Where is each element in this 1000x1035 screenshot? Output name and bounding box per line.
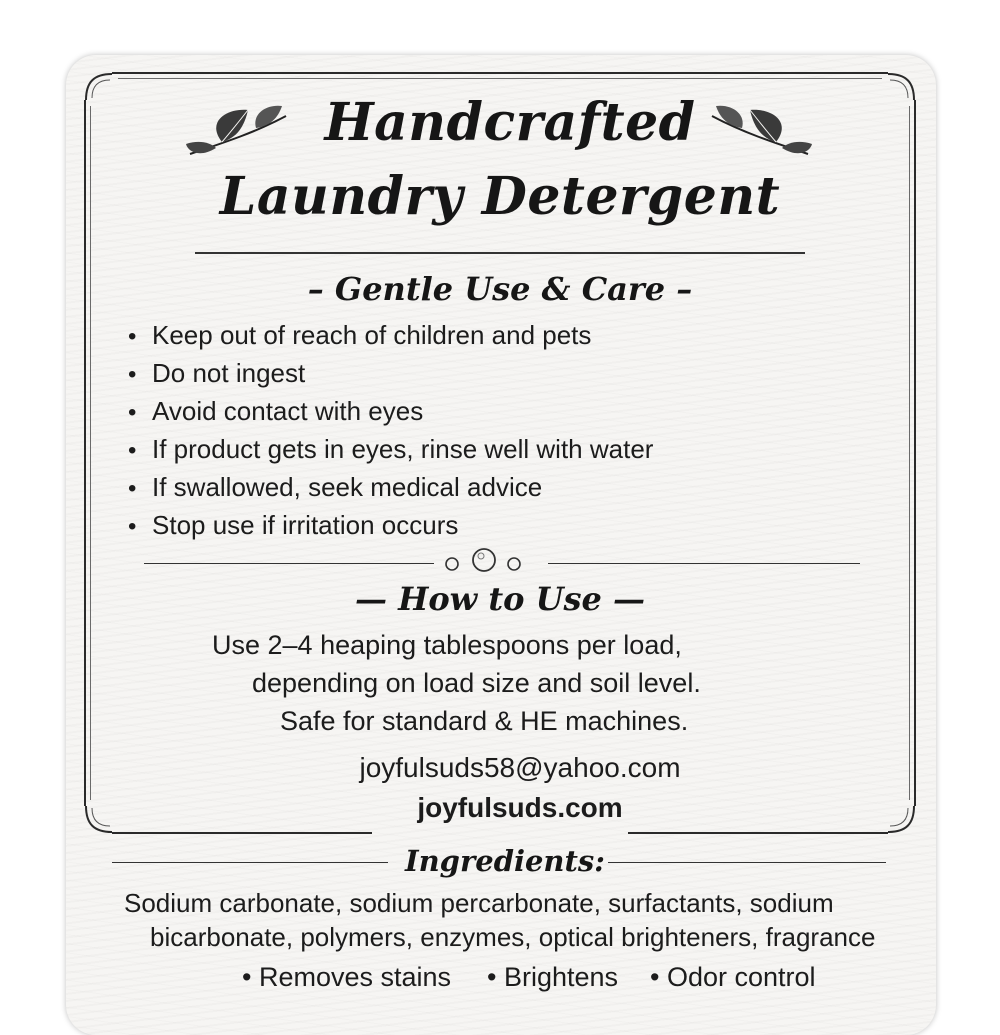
contact-website: joyfulsuds.com	[417, 792, 623, 823]
contact-email: joyfulsuds58@yahoo.com	[359, 752, 681, 783]
list-item: • If swallowed, seek medical advice	[128, 468, 653, 506]
care-list	[128, 316, 653, 544]
bubbles-icon	[440, 542, 544, 578]
title-line-1: Handcrafted	[324, 92, 696, 153]
benefit-item: • Brightens	[487, 962, 619, 992]
bubble-divider-left	[144, 563, 434, 564]
benefit-label: Odor control	[666, 962, 816, 992]
list-item: • If product gets in eyes, rinse well with water	[128, 430, 653, 468]
benefit-item: • Odor control	[650, 962, 816, 992]
list-item: • Do not ingest	[128, 354, 653, 392]
benefit-item: • Removes stains	[242, 962, 452, 992]
title-divider	[195, 252, 805, 254]
how-to-use-line-3: Safe for standard & HE machines.	[280, 706, 689, 736]
frame-top-inner	[118, 78, 882, 79]
title-line-2: Laundry Detergent	[219, 166, 781, 227]
care-heading-text: Gentle Use & Care	[334, 270, 666, 308]
frame-bottom-right	[628, 832, 888, 834]
how-to-use-line-1: Use 2–4 heaping tablespoons per load,	[212, 630, 682, 660]
how-to-use-heading-text: How to Use	[398, 580, 602, 618]
how-to-use-line-2: depending on load size and soil level.	[252, 668, 701, 698]
list-item: • Stop use if irritation occurs	[128, 506, 653, 544]
bubble-divider-right	[548, 563, 860, 564]
how-to-use-heading: — How to Use —	[354, 580, 646, 618]
frame-bottom-left	[112, 832, 372, 834]
benefit-label: Brightens	[503, 962, 619, 992]
ingredients-heading: Ingredients:	[405, 844, 605, 878]
list-item: • Avoid contact with eyes	[128, 392, 653, 430]
ingredients-line-2: bicarbonate, polymers, enzymes, optical brighteners, fragrance	[150, 922, 876, 952]
care-heading: – Gentle Use & Care –	[307, 270, 693, 308]
list-item: • Keep out of reach of children and pets	[128, 316, 653, 354]
frame-top	[112, 72, 888, 74]
benefit-label: Removes stains	[258, 962, 452, 992]
ingredients-line-1: Sodium carbonate, sodium percarbonate, surfactants, sodium	[124, 888, 834, 918]
